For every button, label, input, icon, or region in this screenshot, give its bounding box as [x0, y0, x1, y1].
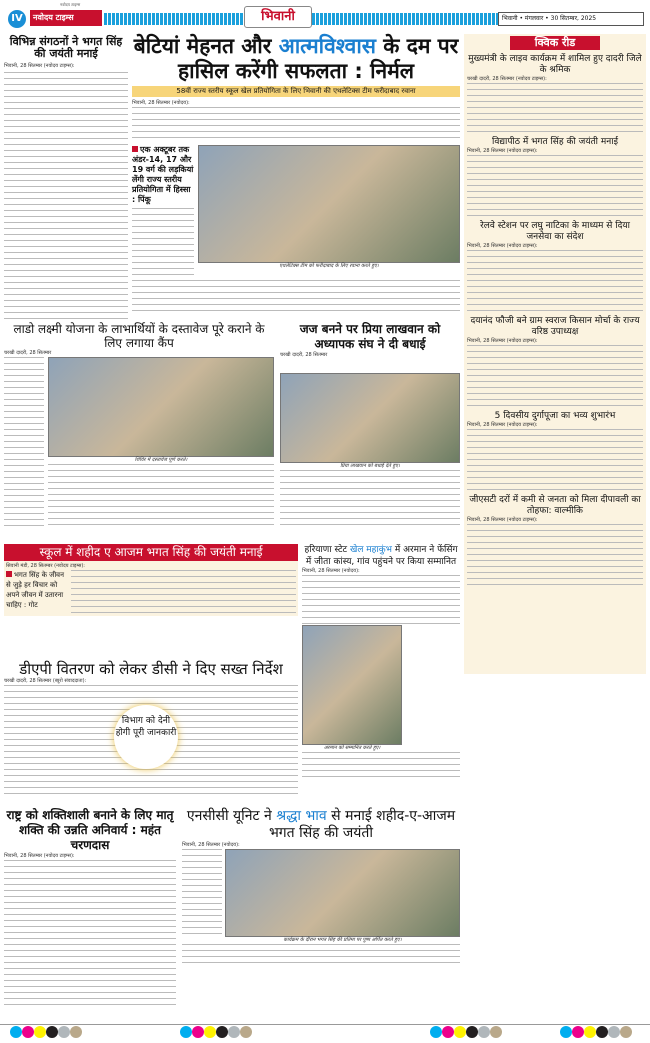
article-body — [302, 752, 460, 782]
headline: हरियाणा स्टेट खेल महाकुंभ में अरमान ने फेंसिंग में जीता कांस्य, गांव पहुंचने पर किया सम्मानित — [304, 545, 458, 567]
registration-dot — [608, 1026, 620, 1038]
registration-dot — [478, 1026, 490, 1038]
dateline: भिवानी, 28 सितम्बर (नवोदय): — [182, 842, 240, 848]
article-body — [71, 570, 296, 614]
registration-dot — [240, 1026, 252, 1038]
quick-read-label: क्विक रीड — [510, 36, 600, 50]
dateline: चरखी दादरी, 28 सितम्बर (नवोदय टाइम्स): — [467, 76, 547, 82]
item-title: जीएसटी दरों में कमी से जनता को मिला दीपावली का तोहफा: वाल्मीकि — [469, 495, 641, 516]
item-body — [467, 83, 643, 133]
photo-caption: कार्यक्रम के दौरान भगत सिंह की प्रतिमा पर पुष्प अर्पित करते हुए। — [283, 937, 402, 943]
article-fencing — [302, 544, 460, 782]
registration-dot — [228, 1026, 240, 1038]
callout-circle: विभाग को देनी होगी पूरी जानकारी — [114, 705, 178, 769]
article-lado-lakshmi — [4, 322, 274, 527]
item-body — [467, 429, 643, 491]
headline: स्कूल में शहीद ए आजम भगत सिंह की जयंती मनाई — [4, 544, 298, 561]
registration-dot — [490, 1026, 502, 1038]
camp-photo — [48, 357, 274, 457]
photo-caption: प्रिया लाखवान को बधाई देते हुए। — [340, 463, 400, 469]
registration-dot — [180, 1026, 192, 1038]
registration-dot — [216, 1026, 228, 1038]
city-label: भिवानी — [244, 6, 312, 28]
article-mahant — [4, 808, 176, 1010]
article-body — [182, 849, 222, 939]
item-body — [467, 155, 643, 217]
article-body — [132, 208, 194, 278]
registration-dot — [442, 1026, 454, 1038]
registration-dot — [70, 1026, 82, 1038]
article-body — [4, 357, 44, 527]
dateline: भिवानी, 28 सितम्बर (नवोदय टाइम्स): — [467, 422, 538, 428]
headline-highlight: आत्मविश्वास — [278, 34, 376, 58]
dateline: भिवानी, 28 सितम्बर (नवोदय टाइम्स): — [4, 853, 75, 859]
ncc-photo — [225, 849, 460, 937]
registration-dot — [204, 1026, 216, 1038]
dateline: भिवानी, 28 सितम्बर (नवोदय टाइम्स): — [467, 517, 538, 523]
registration-dot — [46, 1026, 58, 1038]
priya-photo — [280, 373, 460, 463]
registration-dot — [466, 1026, 478, 1038]
registration-bar — [0, 1024, 650, 1038]
registration-dot — [34, 1026, 46, 1038]
photo-caption: शिविर में दस्तावेज पूर्ण करते। — [134, 457, 188, 463]
headline: एनसीसी यूनिट ने श्रद्धा भाव से मनाई शहीद-ए-आजम भगत सिंह की जयंती — [186, 808, 456, 841]
article-body — [48, 464, 274, 526]
article-body — [302, 575, 460, 625]
headline: राष्ट्र को शक्तिशाली बनाने के लिए मातृ शक्ति की उन्नति अनिवार्य : महंत चरणदास — [6, 808, 174, 852]
article-body — [132, 280, 460, 314]
dateline: चरखी दादरी, 28 सितम्बर — [4, 350, 52, 356]
item-title: विद्यापीठ में भगत सिंह की जयंती मनाई — [491, 137, 618, 147]
item-title: 5 दिवसीय दुर्गापूजा का भव्य शुभारंभ — [494, 411, 616, 421]
article-school-bhagat-singh — [4, 544, 298, 616]
dateline: भिवानी, 28 सितम्बर (नवोदय): — [302, 568, 360, 574]
item-body — [467, 345, 643, 407]
registration-dot — [572, 1026, 584, 1038]
registration-dot — [192, 1026, 204, 1038]
item-body — [467, 524, 643, 586]
lead-article — [132, 34, 460, 314]
quick-read-item — [464, 493, 646, 588]
brand-logo: नवोदय टाइम्स — [30, 10, 102, 26]
registration-dot — [22, 1026, 34, 1038]
item-title: दयानंद फौजी बने ग्राम स्वराज किसान मोर्चा के राज्य वरिष्ठ उपाध्यक्ष — [470, 316, 640, 337]
article-dap — [4, 660, 298, 797]
masthead — [0, 2, 650, 30]
registration-dot — [10, 1026, 22, 1038]
dateline: भिवानी, 28 सितम्बर (नवोदय टाइम्स): — [467, 338, 538, 344]
headline: डीएपी वितरण को लेकर डीसी ने दिए सख्त निर्देश — [19, 660, 283, 678]
article-body — [132, 107, 460, 143]
quick-read-item — [464, 52, 646, 135]
headline: विभिन्न संगठनों ने भगत सिंह की जयंती मनाई — [9, 35, 123, 61]
registration-dot — [584, 1026, 596, 1038]
date-line: भिवानी • मंगलवार • 30 सितम्बर, 2025 — [498, 12, 644, 26]
item-title: रेलवे स्टेशन पर लघु नाटिका के माध्यम से दिया जनसेवा का संदेश — [480, 221, 630, 242]
athletics-team-photo — [198, 145, 460, 263]
lead-strap: 58वीं राज्य स्तरीय स्कूल खेल प्रतियोगिता के लिए भिवानी की एथलेटिक्स टीम फरीदाबाद रवाना — [132, 86, 460, 97]
armaan-photo — [302, 625, 402, 745]
article-bhagat-singh-orgs — [4, 36, 128, 322]
pullquote: भगत सिंह के जीवन से जुड़े हर विचार को अपने जीवन में उतारना चाहिए : गोट — [6, 571, 64, 609]
photo-caption: एथलेटिक्स टीम को फरीदाबाद के लिए रवाना करते हुए। — [279, 263, 379, 269]
brand-subtitle: नवोदय टाइम्स — [60, 2, 81, 7]
article-body — [4, 860, 176, 1010]
article-body — [182, 944, 460, 968]
dateline: चरखी दादरी, 28 सितम्बर (ब्यूरो संवाददाता): — [4, 678, 87, 684]
registration-dot — [58, 1026, 70, 1038]
headline: जज बनने पर प्रिया लाखवान को अध्यापक संघ ने दी बधाई — [299, 322, 441, 351]
dateline: भिवानी, 28 सितम्बर (नवोदय टाइम्स): — [4, 63, 75, 70]
article-body — [4, 685, 298, 797]
registration-dot — [596, 1026, 608, 1038]
registration-dot — [430, 1026, 442, 1038]
article-priya-lakhwan — [280, 322, 460, 530]
dateline: चरखी दादरी, 28 सितम्बर — [280, 352, 328, 358]
dateline: भिवानी, 28 सितम्बर (नवोदय टाइम्स): — [467, 148, 538, 154]
dateline: भिवानी, 28 सितम्बर (नवोदय): — [132, 100, 190, 106]
article-body — [4, 72, 128, 322]
headline-part: के दम पर हासिल करेंगी सफलता : निर्मल — [177, 34, 459, 83]
item-title: मुख्यमंत्री के लाइव कार्यक्रम में शामिल हुए दादरी जिले के श्रमिक — [468, 54, 642, 75]
registration-dot — [560, 1026, 572, 1038]
lead-headline — [132, 34, 460, 84]
registration-dot — [454, 1026, 466, 1038]
article-ncc — [182, 808, 460, 968]
registration-dot — [620, 1026, 632, 1038]
dateline: सिवानी मंडी, 28 सितम्बर (नवोदय टाइम्स): — [6, 563, 85, 569]
quick-read-item — [464, 135, 646, 219]
page-number: IV — [8, 10, 26, 28]
quick-read-item — [464, 314, 646, 409]
quick-read-item — [464, 409, 646, 493]
quick-read-box — [464, 34, 646, 674]
quick-read-item — [464, 219, 646, 314]
photo-caption: अरमान को सम्मानित करते हुए। — [323, 745, 381, 751]
headline: लाडो लक्ष्मी योजना के लाभार्थियों के दस्तावेज पूरे कराने के लिए लगाया कैंप — [13, 322, 265, 350]
dateline: भिवानी, 28 सितम्बर (नवोदय टाइम्स): — [467, 243, 538, 249]
item-body — [467, 250, 643, 312]
headline-part: बेटियां मेहनत और — [133, 34, 279, 58]
pullquote: एक अक्टूबर तक अंडर-14, 17 और 19 वर्ग की लड़कियां लेंगी राज्य स्तरीय प्रतियोगिता में हिस्सा : पिंकू — [132, 145, 194, 204]
article-body — [280, 470, 460, 530]
